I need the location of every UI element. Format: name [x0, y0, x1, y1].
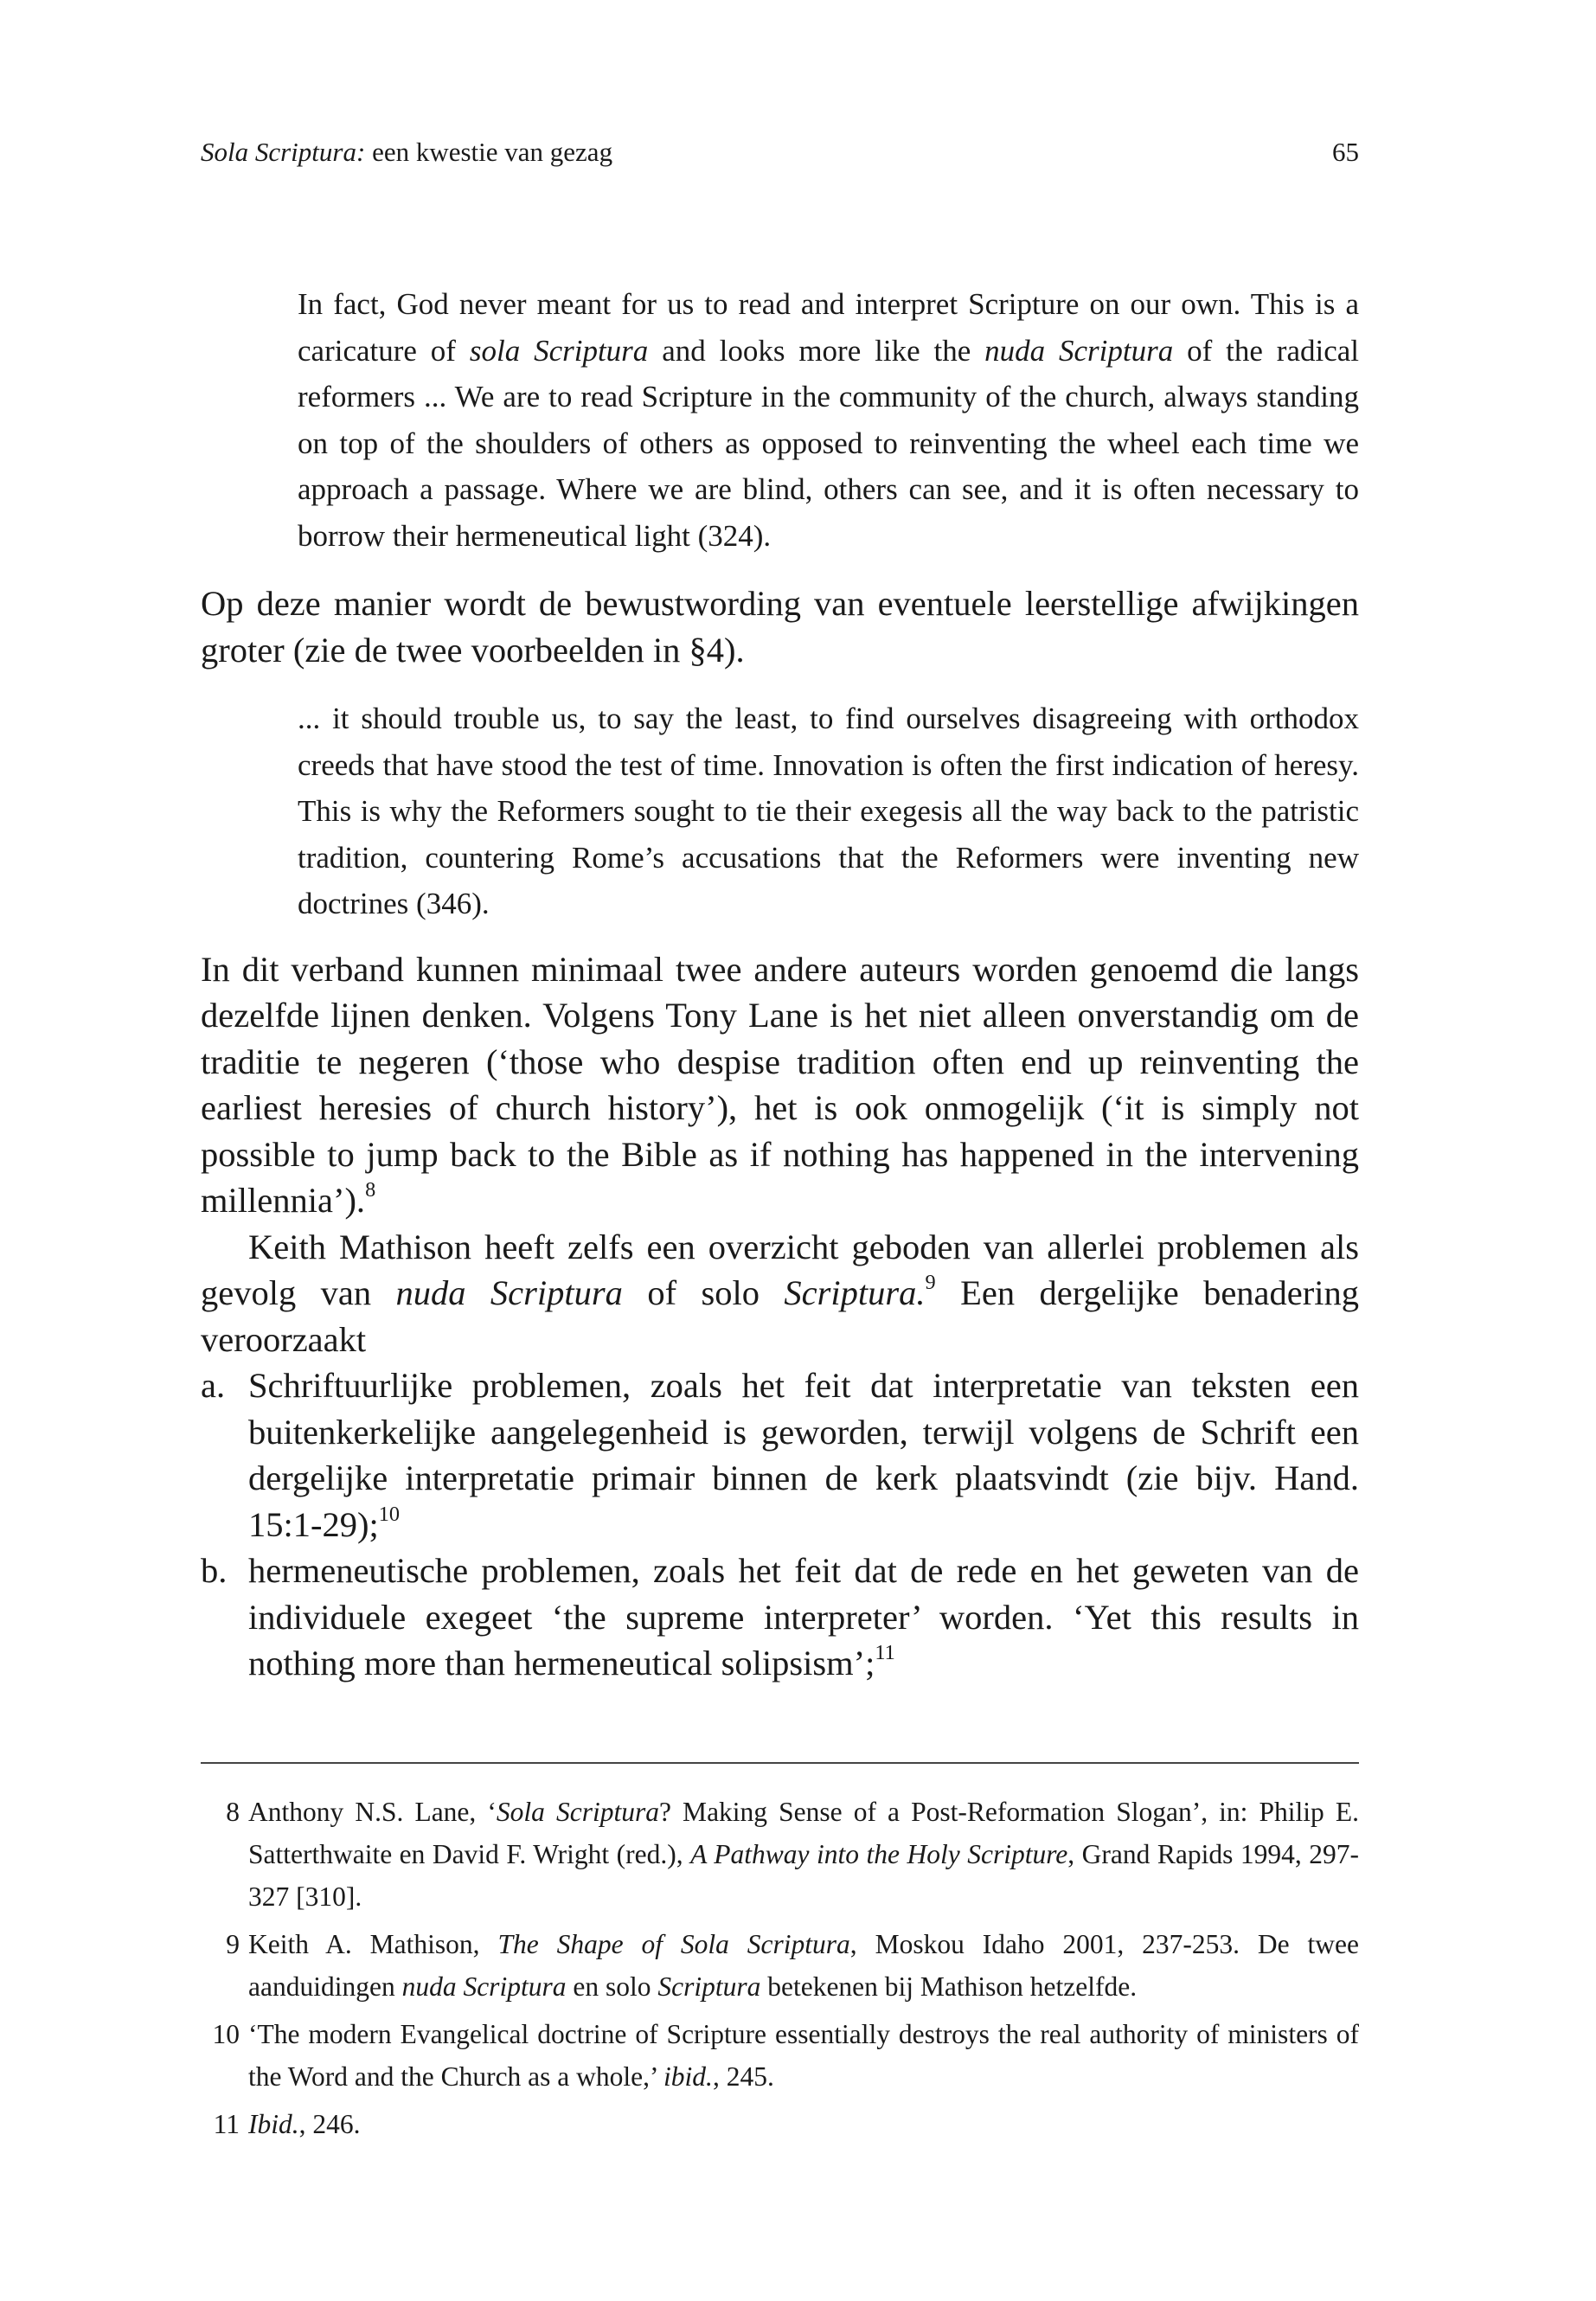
footnote-ref-8[interactable]: 8	[365, 1177, 376, 1202]
list-item	[201, 1362, 1359, 1548]
paragraph-3-text-c: Een dergelijke benadering veroorzaakt	[201, 1273, 1359, 1359]
list-item-body: hermeneutische problemen, zoals het feit dat de rede en het geweten van de individuele exegeet ‘the supreme interpreter’ worden. ‘Yet this results in nothing more than hermeneutical solipsism’;	[248, 1551, 1359, 1682]
footnote-text	[248, 1791, 1359, 1918]
footnote-11	[201, 2103, 1359, 2145]
paragraph-3-italic-b: Scriptura.	[784, 1273, 926, 1312]
list-item-text	[248, 1362, 1359, 1548]
fn11-italic-a: Ibid.	[248, 2109, 299, 2139]
running-title-rest: een kwestie van gezag	[365, 137, 613, 167]
paragraph-3-text-b: of solo	[622, 1273, 785, 1312]
footnote-text	[248, 1923, 1359, 2008]
paragraph-2	[201, 946, 1359, 1224]
fn9-italic-a: The Shape of Sola Scriptura	[497, 1929, 850, 1959]
paragraph-3	[201, 1224, 1359, 1363]
paragraph-2-text: In dit verband kunnen minimaal twee andere auteurs worden genoemd die langs dezelfde lijnen denken. Volgens Tony Lane is het niet alleen onverstandig om de traditie te negeren (‘those who despise tradition often end up reinventing the earliest heresies of church history’), het is ook onmogelijk (‘it is simply not possible to jump back to the Bible as if nothing has happened in the intervening millennia’).	[201, 949, 1359, 1220]
list-marker: a.	[201, 1366, 226, 1405]
quote1-italic-a: sola Scriptura	[469, 333, 649, 368]
footnote-number: 10	[212, 2019, 240, 2049]
fn9-text-c: en solo	[566, 1971, 658, 2002]
quote1-text-a: In fact, God never meant for us to read and interpret Scripture on our own. This is a caricature of	[298, 287, 1359, 368]
block-quote-1	[298, 281, 1359, 559]
block-quote-2: ... it should trouble us, to say the least, to find ourselves disagreeing with orthodox creeds that have stood the test of time. Innovation is often the first indication of heresy. This is why the Reformers sought to tie their exegesis all the way back to the patristic tradition, countering Rome’s accusations that the Reformers were inventing new doctrines (346).	[298, 702, 1359, 920]
list-item-text	[248, 1548, 1359, 1687]
fn8-italic-a: Sola Scriptura	[496, 1797, 659, 1827]
fn10-text-b: , 245.	[712, 2061, 774, 2092]
paragraph-1: Op deze manier wordt de bewustwording van eventuele leerstellige afwijkingen groter (zie de twee voorbeelden in §4).	[201, 584, 1359, 670]
running-title-italic: Sola Scriptura:	[201, 137, 366, 167]
running-title	[201, 137, 612, 168]
fn8-text-c: , Grand Rapids 1994, 297-327 [310].	[248, 1839, 1359, 1912]
fn9-italic-b: nuda Scriptura	[401, 1971, 567, 2002]
quote1-text-b: and looks more like the	[648, 333, 985, 368]
fn9-italic-c: Scriptura	[657, 1971, 761, 2002]
footnote-ref-11[interactable]: 11	[875, 1640, 895, 1664]
fn8-text-b: ? Making Sense of a Post-Reformation Slogan’, in: Philip E. Satterthwaite en David F. Wright (red.),	[248, 1797, 1359, 1869]
footnote-9	[201, 1923, 1359, 2008]
footnote-8	[201, 1791, 1359, 1918]
list-marker: b.	[201, 1551, 228, 1590]
fn8-text-a: Anthony N.S. Lane, ‘	[248, 1797, 497, 1827]
footnotes	[201, 1791, 1359, 2150]
problem-list	[201, 1362, 1359, 1687]
fn9-text-b: , Moskou Idaho 2001, 237-253. De twee aanduidingen	[248, 1929, 1359, 2002]
fn10-italic-a: ibid.	[663, 2061, 713, 2092]
fn10-text-a: ‘The modern Evangelical doctrine of Scripture essentially destroys the real authority of ministers of the Word and the Church as a whole,’	[248, 2019, 1359, 2092]
running-header	[201, 137, 1359, 175]
main-text	[201, 281, 1359, 1687]
footnote-10	[201, 2013, 1359, 2098]
footnote-text	[248, 2103, 1359, 2145]
quote1-text-c: of the radical reformers ... We are to read Scripture in the community of the church, always standing on top of the shoulders of others as opposed to reinventing the wheel each time we approach a passage. Where we are blind, others can see, and it is often necessary to borrow their hermeneutical light (324).	[298, 333, 1359, 553]
footnote-number: 11	[213, 2109, 240, 2139]
page-number: 65	[1332, 137, 1359, 167]
list-item-body: Schriftuurlijke problemen, zoals het feit dat interpretatie van teksten een buitenkerkelijke aangelegenheid is geworden, terwijl volgens de Schrift een dergelijke interpretatie primair binnen de kerk plaatsvindt (zie bijv. Hand. 15:1-29);	[248, 1366, 1359, 1544]
fn9-text-a: Keith A. Mathison,	[248, 1929, 498, 1959]
footnote-number: 8	[226, 1797, 240, 1827]
footnote-number: 9	[226, 1929, 240, 1959]
fn8-italic-b: A Pathway into the Holy Scripture	[690, 1839, 1068, 1869]
fn11-text-a: , 246.	[298, 2109, 361, 2139]
quote1-italic-b: nuda Scriptura	[984, 333, 1174, 368]
paragraph-3-text-a: Keith Mathison heeft zelfs een overzicht geboden van allerlei problemen als gevolg van	[201, 1227, 1359, 1312]
footnote-ref-9[interactable]: 9	[925, 1270, 936, 1294]
footnote-text	[248, 2013, 1359, 2098]
paragraph-3-italic-a: nuda Scriptura	[395, 1273, 623, 1312]
footnote-divider	[201, 1762, 1359, 1764]
list-item	[201, 1548, 1359, 1687]
footnote-ref-10[interactable]: 10	[378, 1502, 401, 1526]
fn9-text-d: betekenen bij Mathison hetzelfde.	[760, 1971, 1138, 2002]
